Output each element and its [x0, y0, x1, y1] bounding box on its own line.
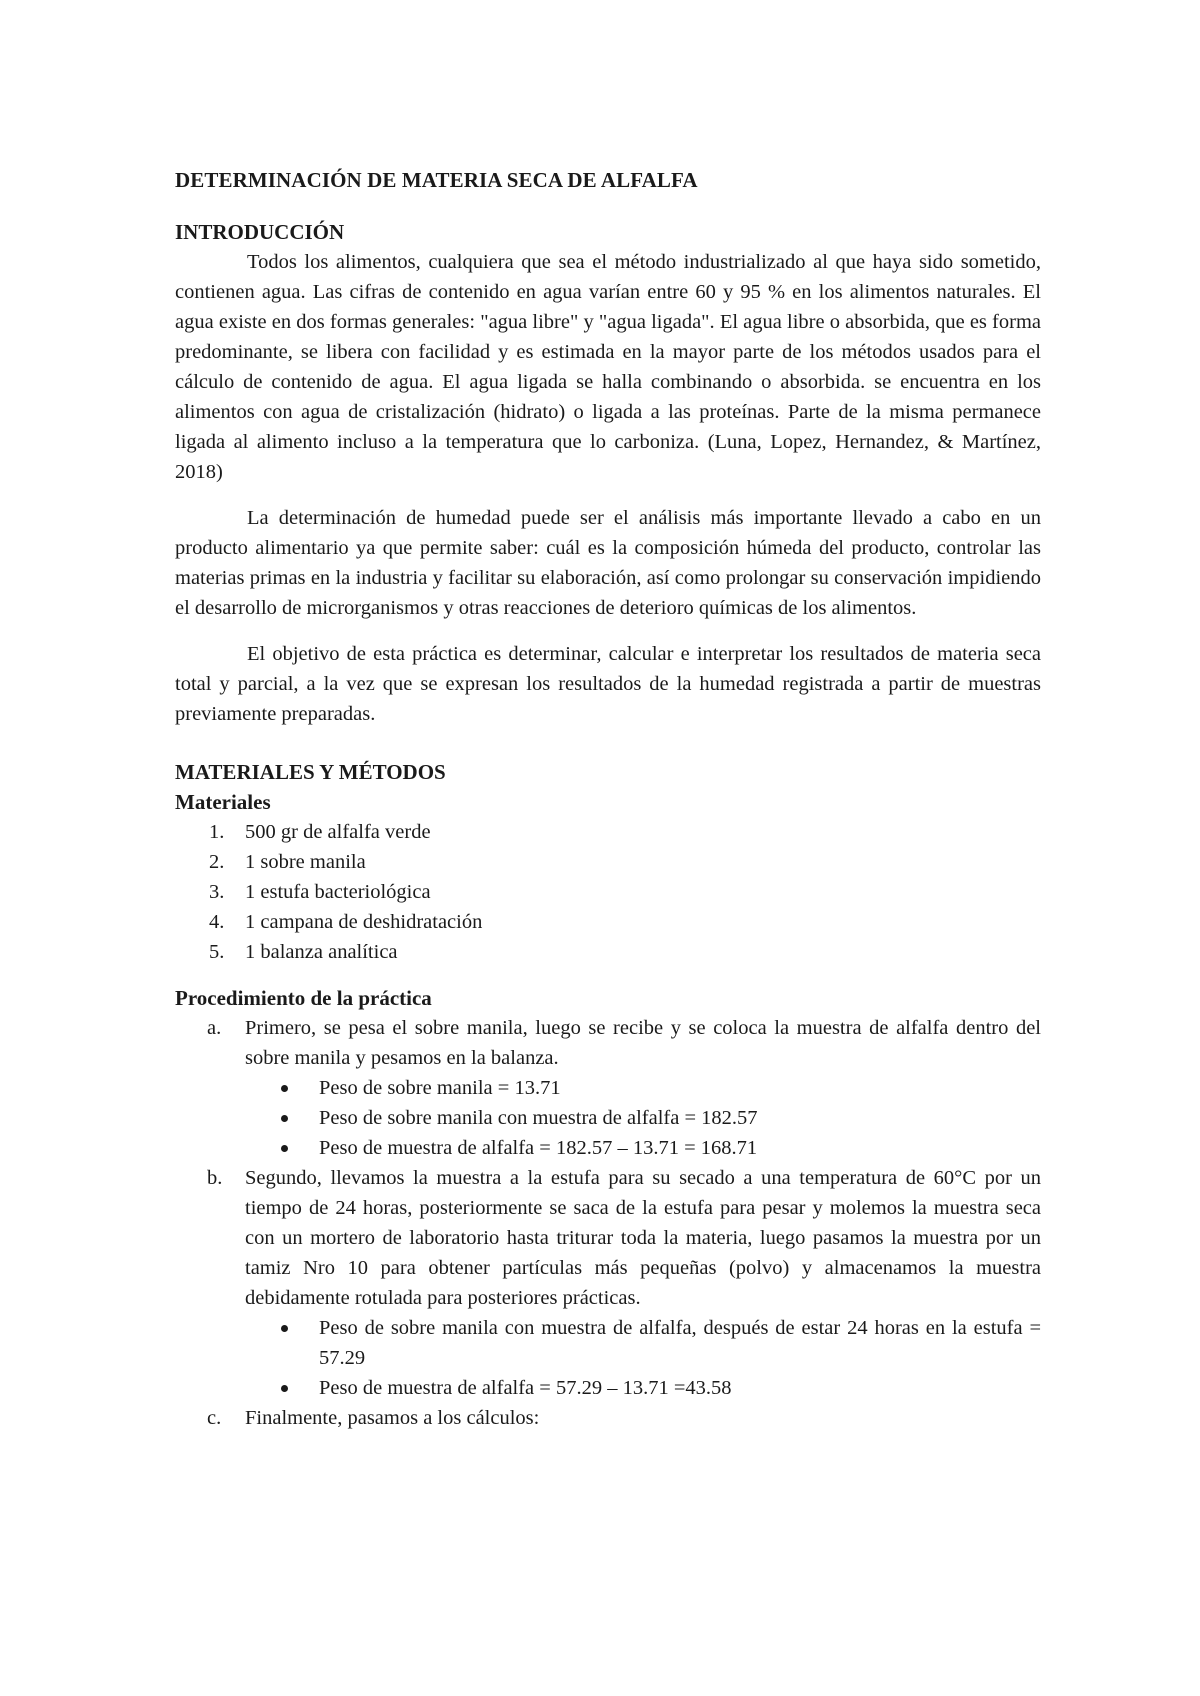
- material-text: 1 sobre manila: [245, 851, 366, 873]
- procedure-step: [175, 1403, 1041, 1433]
- bullet-item: [175, 1373, 1041, 1403]
- step-text: Primero, se pesa el sobre manila, luego se recibe y se coloca la muestra de alfalfa dentro del sobre manila y pesamos en la balanza.: [245, 1017, 1041, 1069]
- step-marker: b.: [207, 1167, 223, 1189]
- list-marker: 1.: [209, 821, 225, 843]
- bullet-icon: [281, 1085, 288, 1092]
- procedure-steps: [175, 1403, 1041, 1433]
- step-text: Segundo, llevamos la muestra a la estufa para su secado a una temperatura de 60°C por un tiempo de 24 horas, posteriormente se saca de la estufa para pesar y molemos la muestra seca con un mortero de laboratorio hasta triturar toda la materia, luego pasamos la muestra por un tamiz Nro 10 para obtener partículas más pequeñas (polvo) y almacenamos la muestra debidamente rotulada para posteriores prácticas.: [245, 1167, 1041, 1309]
- materials-list-item: [175, 877, 1041, 907]
- materials-list: [175, 817, 1041, 967]
- intro-paragraph-1: Todos los alimentos, cualquiera que sea el método industrializado al que haya sido sometido, contienen agua. Las cifras de contenido en agua varían entre 60 y 95 % en los alimentos naturales. El agua existe en dos formas generales: "agua libre" y "agua ligada". El agua libre o absorbida, que es forma predominante, se libera con facilidad y es estimada en la mayor parte de los métodos usados para el cálculo de contenido de agua. El agua ligada se halla combinando o absorbida. se encuentra en los alimentos con agua de cristalización (hidrato) o ligada a las proteínas. Parte de la misma permanece ligada al alimento incluso a la temperatura que lo carboniza. (Luna, Lopez, Hernandez, & Martínez, 2018): [175, 251, 1041, 483]
- materials-list-item: [175, 847, 1041, 877]
- bullet-item: [175, 1073, 1041, 1103]
- procedure-step: [175, 1013, 1041, 1073]
- procedure-step: [175, 1163, 1041, 1313]
- materials-list-item: [175, 817, 1041, 847]
- list-marker: 4.: [209, 911, 225, 933]
- step-text: Finalmente, pasamos a los cálculos:: [245, 1407, 540, 1429]
- bullet-text: Peso de sobre manila = 13.71: [319, 1077, 561, 1099]
- bullet-text: Peso de sobre manila con muestra de alfalfa, después de estar 24 horas en la estufa = 57.29: [319, 1317, 1041, 1369]
- procedure-steps: [175, 1163, 1041, 1313]
- bullet-icon: [281, 1145, 288, 1152]
- materials-list-item: [175, 937, 1041, 967]
- bullet-icon: [281, 1325, 288, 1332]
- bullet-text: Peso de muestra de alfalfa = 182.57 – 13.71 = 168.71: [319, 1137, 758, 1159]
- material-text: 1 estufa bacteriológica: [245, 881, 431, 903]
- procedure-heading: Procedimiento de la práctica: [175, 986, 432, 1010]
- procedure-steps: [175, 1013, 1041, 1073]
- list-marker: 3.: [209, 881, 225, 903]
- step-b-bullets: [175, 1313, 1041, 1403]
- material-text: 1 balanza analítica: [245, 941, 398, 963]
- material-text: 1 campana de deshidratación: [245, 911, 483, 933]
- intro-paragraph-3: El objetivo de esta práctica es determinar, calcular e interpretar los resultados de materia seca total y parcial, a la vez que se expresan los resultados de la humedad registrada a partir de muestras previamente preparadas.: [175, 643, 1041, 725]
- bullet-text: Peso de sobre manila con muestra de alfalfa = 182.57: [319, 1107, 758, 1129]
- material-text: 500 gr de alfalfa verde: [245, 821, 431, 843]
- materials-heading: Materiales: [175, 790, 271, 814]
- bullet-item: [175, 1103, 1041, 1133]
- step-marker: c.: [207, 1407, 222, 1429]
- step-a-bullets: [175, 1073, 1041, 1163]
- bullet-item: [175, 1313, 1041, 1373]
- introduction-heading: INTRODUCCIÓN: [175, 220, 345, 244]
- list-marker: 5.: [209, 941, 225, 963]
- methods-heading: MATERIALES Y MÉTODOS: [175, 760, 446, 784]
- bullet-icon: [281, 1385, 288, 1392]
- list-marker: 2.: [209, 851, 225, 873]
- intro-paragraph-2: La determinación de humedad puede ser el análisis más importante llevado a cabo en un producto alimentario ya que permite saber: cuál es la composición húmeda del producto, controlar las materias primas en la industria y facilitar su elaboración, así como prolongar su conservación impidiendo el desarrollo de microrganismos y otras reacciones de deterioro químicas de los alimentos.: [175, 507, 1041, 619]
- bullet-item: [175, 1133, 1041, 1163]
- document-title: DETERMINACIÓN DE MATERIA SECA DE ALFALFA: [175, 168, 698, 192]
- materials-list-item: [175, 907, 1041, 937]
- document-page: [175, 165, 1041, 1433]
- bullet-icon: [281, 1115, 288, 1122]
- bullet-text: Peso de muestra de alfalfa = 57.29 – 13.71 =43.58: [319, 1377, 732, 1399]
- step-marker: a.: [207, 1017, 222, 1039]
